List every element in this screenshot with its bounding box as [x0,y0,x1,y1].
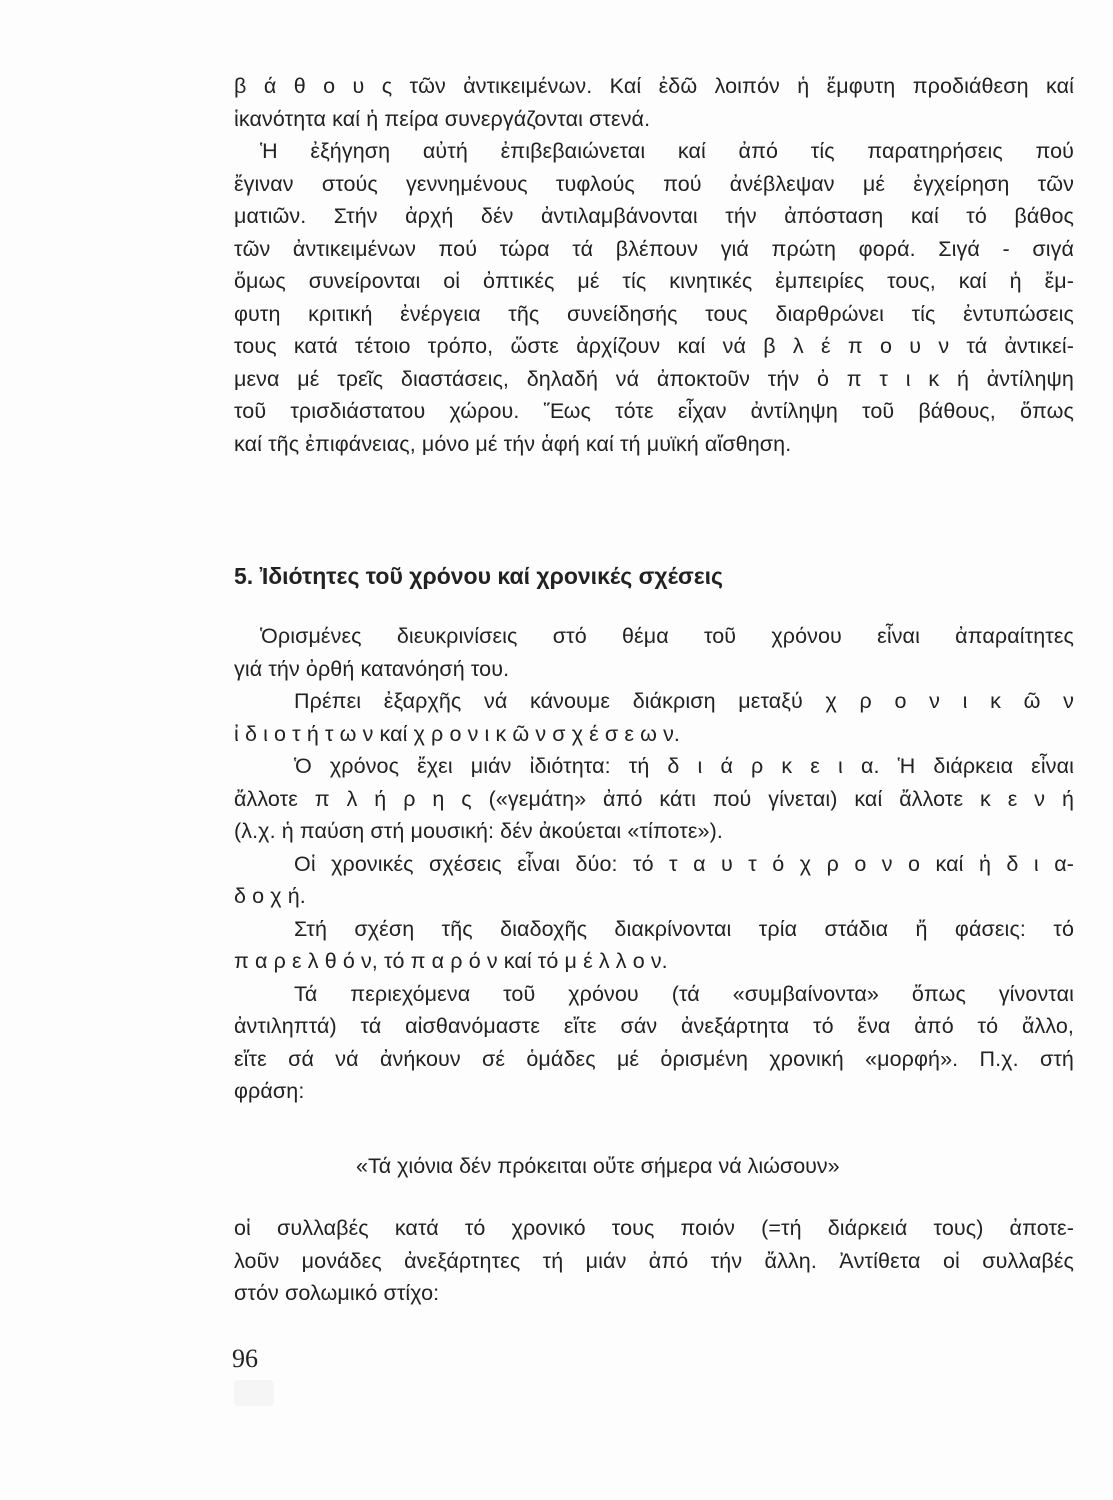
text-line: Ὁρισμένες διευκρινίσεις στό θέμα τοῦ χρόνου εἶναι ἀπαραίτητες [260,624,1074,648]
text-line: τῶν ἀντικειμένων πού τώρα τά βλέπουν γιά πρώτη φορά. Σιγά - σιγά [234,236,1074,261]
section-heading: 5. Ἰδιότητες τοῦ χρόνου καί χρονικές σχέσεις [234,563,723,589]
text-line: Στή σχέση τῆς διαδοχῆς διακρίνονται τρία στάδια ἤ φάσεις: τό [294,916,1074,941]
text-line: φυτη κριτική ἐνέργεια τῆς συνείδησής τους διαρθρώνει τίς ἐντυπώσεις [234,301,1074,326]
text-line: λοῦν μονάδες ἀνεξάρτητες τή μιάν ἀπό τήν ἄλλη. Ἀντίθετα οἱ συλλαβές [234,1248,1074,1273]
body-paragraphs [234,620,1074,1108]
bleed-through-mark [234,1380,274,1406]
text-line: μενα μέ τρεῖς διαστάσεις, δηλαδή νά ἀποκτοῦν τήν ὀ π τ ι κ ή ἀντίληψη [234,366,1074,391]
text-line: οἱ συλλαβές κατά τό χρονικό τους ποιόν (=τή διάρκειά τους) ἀποτε- [234,1216,1074,1240]
closing-paragraph [234,1212,1074,1310]
page-number: 96 [232,1344,258,1373]
text-line: ὅμως συνείρονται οἱ ὀπτικές μέ τίς κινητικές ἐμπειρίες τους, καί ἡ ἔμ- [234,269,1074,293]
text-line: εἴτε σά νά ἀνήκουν σέ ὁμάδες μέ ὁρισμένη χρονική «μορφή». Π.χ. στή [234,1046,1074,1071]
text-line: ἄλλοτε π λ ή ρ η ς («γεμάτη» ἀπό κάτι πού γίνεται) καί ἄλλοτε κ ε ν ή [234,786,1074,811]
top-paragraph [234,70,1074,460]
text-line: ἔγιναν στούς γεννημένους τυφλούς πού ἀνέβλεψαν μέ ἐγχείρηση τῶν [234,171,1074,196]
text-line: ἱκανότητα καί ἡ πείρα συνεργάζονται στενά. [234,106,651,131]
text-line: Οἱ χρονικές σχέσεις εἶναι δύο: τό τ α υ τ ό χ ρ ο ν ο καί ἡ δ ι α- [294,851,1074,876]
text-line: στόν σολωμικό στίχο: [234,1281,440,1305]
text-line: Ἡ ἐξήγηση αὐτή ἐπιβεβαιώνεται καί ἀπό τίς παρατηρήσεις πού [260,139,1074,163]
text-line: Πρέπει ἐξαρχῆς νά κάνουμε διάκριση μεταξύ χ ρ ο ν ι κ ῶ ν [294,689,1074,713]
quoted-phrase: «Τά χιόνια δέν πρόκειται οὔτε σήμερα νά λιώσουν» [356,1154,840,1178]
text-line: ἀντιληπτά) τά αἰσθανόμαστε εἴτε σάν ἀνεξάρτητα τό ἕνα ἀπό τό ἄλλο, [234,1014,1074,1038]
text-line: τοῦ τρισδιάστατου χώρου. Ἕως τότε εἶχαν ἀντίληψη τοῦ βάθους, ὅπως [234,399,1074,423]
text-line: καί τῆς ἐπιφάνειας, μόνο μέ τήν ἁφή καί τή μυϊκή αἴσθηση. [234,431,792,456]
text-line: Τά περιεχόμενα τοῦ χρόνου (τά «συμβαίνοντα» ὅπως γίνονται [294,981,1074,1006]
text-line: ἰ δ ι ο τ ή τ ω ν καί χ ρ ο ν ι κ ῶ ν σ χ έ σ ε ω ν. [234,721,681,746]
text-line: (λ.χ. ἡ παύση στή μουσική: δέν ἀκούεται «τίποτε»). [234,819,723,843]
text-line: φράση: [234,1079,305,1103]
text-line: Ὁ χρόνος ἔχει μιάν ἰδιότητα: τή δ ι ά ρ κ ε ι α. Ἡ διάρκεια εἶναι [294,754,1074,778]
text-line: ματιῶν. Στήν ἀρχή δέν ἀντιλαμβάνονται τήν ἀπόσταση καί τό βάθος [234,204,1074,228]
text-line: π α ρ ε λ θ ό ν, τό π α ρ ό ν καί τό μ έ λ λ ο ν. [234,949,668,973]
text-line: δ ο χ ή. [234,884,306,908]
text-line: γιά τήν ὀρθή κατανόησή του. [234,656,510,681]
text-line: τους κατά τέτοιο τρόπο, ὥστε ἀρχίζουν καί νά β λ έ π ο υ ν τά ἀντικεί- [234,334,1074,358]
text-line: β ά θ ο υ ς τῶν ἀντικειμένων. Καί ἐδῶ λοιπόν ἡ ἔμφυτη προδιάθεση καί [234,74,1074,98]
